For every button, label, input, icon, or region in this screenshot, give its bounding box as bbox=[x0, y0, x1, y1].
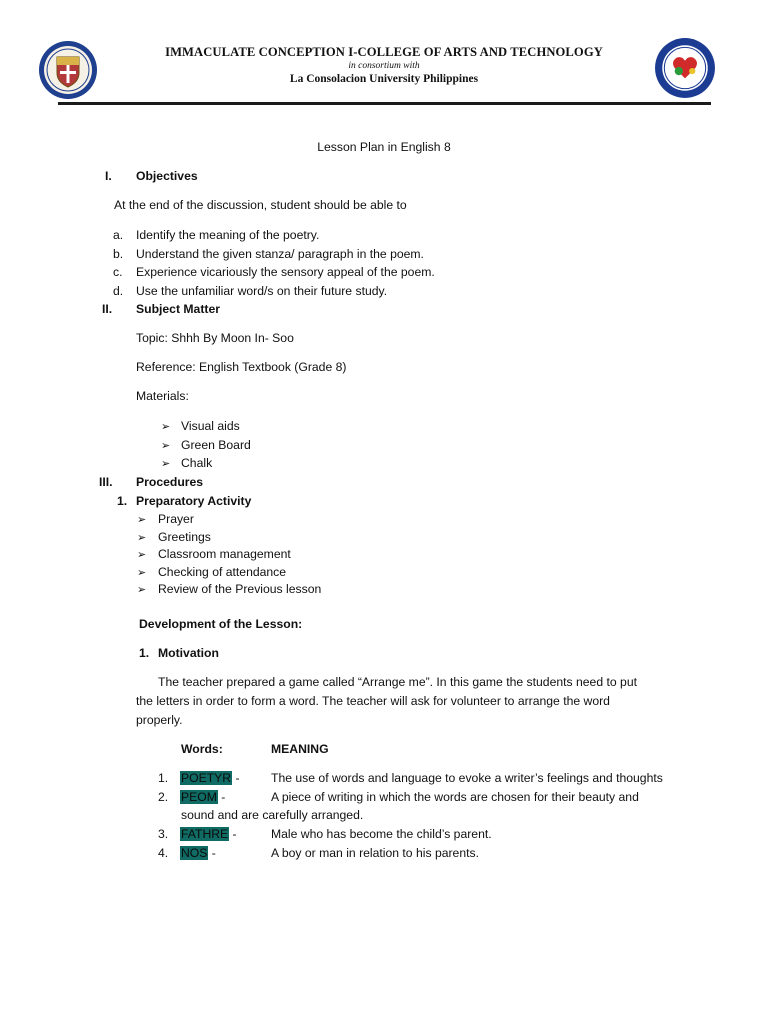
prep-item: Greetings bbox=[158, 530, 211, 544]
material-item: Visual aids bbox=[181, 419, 240, 433]
word-dash: - bbox=[217, 790, 226, 804]
arrow-bullet-icon: ➢ bbox=[137, 584, 147, 596]
objective-item: Identify the meaning of the poetry. bbox=[136, 228, 320, 242]
word-meaning-continued: sound and are carefully arranged. bbox=[181, 808, 364, 822]
motivation-heading: Motivation bbox=[158, 646, 219, 660]
arrow-bullet-icon: ➢ bbox=[137, 549, 147, 561]
scrambled-word bbox=[180, 827, 237, 841]
section-number: III. bbox=[99, 475, 113, 489]
word-dash: - bbox=[232, 771, 240, 785]
material-item: Chalk bbox=[181, 456, 213, 470]
arrow-bullet-icon: ➢ bbox=[161, 458, 171, 470]
prep-item: Review of the Previous lesson bbox=[158, 582, 322, 596]
scrambled-word bbox=[180, 846, 216, 860]
objective-item: Understand the given stanza/ paragraph in the poem. bbox=[136, 247, 424, 261]
word-meaning: The use of words and language to evoke a writer’s feelings and thoughts bbox=[271, 771, 663, 785]
list-marker: a. bbox=[113, 228, 124, 242]
list-marker: 4. bbox=[158, 846, 169, 860]
material-item: Green Board bbox=[181, 438, 251, 452]
word-meaning: A boy or man in relation to his parents. bbox=[271, 846, 479, 860]
word-highlight: PEOM bbox=[181, 790, 217, 804]
section-number: II. bbox=[102, 302, 113, 316]
arrow-bullet-icon: ➢ bbox=[137, 514, 147, 526]
scrambled-word bbox=[180, 771, 240, 785]
lesson-plan-title: Lesson Plan in English 8 bbox=[317, 140, 451, 154]
list-marker: b. bbox=[113, 247, 124, 261]
objectives-intro: At the end of the discussion, student should be able to bbox=[114, 198, 407, 212]
preparatory-activity-heading: Preparatory Activity bbox=[136, 494, 252, 508]
list-marker: 2. bbox=[158, 790, 169, 804]
list-marker: 1. bbox=[117, 494, 128, 508]
consortium-note: in consortium with bbox=[348, 61, 420, 71]
header-divider bbox=[58, 102, 711, 105]
materials-label: Materials: bbox=[136, 389, 189, 403]
list-marker: 3. bbox=[158, 827, 169, 841]
word-highlight: FATHRE bbox=[181, 827, 229, 841]
list-marker: c. bbox=[113, 265, 123, 279]
arrow-bullet-icon: ➢ bbox=[137, 532, 147, 544]
prep-item: Classroom management bbox=[158, 547, 291, 561]
word-meaning: A piece of writing in which the words are chosen for their beauty and bbox=[271, 790, 639, 804]
arrow-bullet-icon: ➢ bbox=[161, 440, 171, 452]
prep-item: Checking of attendance bbox=[158, 565, 287, 579]
section-heading-objectives: Objectives bbox=[136, 169, 198, 183]
word-dash: - bbox=[229, 827, 237, 841]
topic-line: Topic: Shhh By Moon In- Soo bbox=[136, 331, 294, 345]
words-column-header: Words: bbox=[181, 742, 223, 756]
objective-item: Experience vicariously the sensory appeal of the poem. bbox=[136, 265, 435, 279]
list-marker: d. bbox=[113, 284, 124, 298]
university-name: La Consolacion University Philippines bbox=[289, 73, 479, 85]
word-highlight: NOS bbox=[181, 846, 208, 860]
list-marker: 1. bbox=[158, 771, 169, 785]
list-marker: 1. bbox=[139, 646, 150, 660]
word-highlight: POETYR bbox=[181, 771, 232, 785]
word-dash: - bbox=[208, 846, 216, 860]
section-number: I. bbox=[105, 169, 112, 183]
section-heading-subject-matter: Subject Matter bbox=[136, 302, 220, 316]
college-name: IMMACULATE CONCEPTION I-COLLEGE OF ARTS AND TECHNOLOGY bbox=[165, 45, 603, 59]
section-heading-procedures: Procedures bbox=[136, 475, 204, 489]
scrambled-word bbox=[180, 790, 225, 804]
arrow-bullet-icon: ➢ bbox=[137, 567, 147, 579]
reference-line: Reference: English Textbook (Grade 8) bbox=[136, 360, 347, 374]
motivation-paragraph-line: the letters in order to form a word. The teacher will ask for volunteer to arrange the word bbox=[136, 694, 610, 708]
meaning-column-header: MEANING bbox=[271, 742, 329, 756]
motivation-paragraph-line: properly. bbox=[136, 713, 183, 727]
arrow-bullet-icon: ➢ bbox=[161, 421, 171, 433]
prep-item: Prayer bbox=[158, 512, 194, 526]
word-meaning: Male who has become the child’s parent. bbox=[271, 827, 492, 841]
development-heading: Development of the Lesson: bbox=[139, 617, 303, 631]
objective-item: Use the unfamiliar word/s on their future study. bbox=[136, 284, 388, 298]
motivation-paragraph-line: The teacher prepared a game called “Arrange me”. In this game the students need to put bbox=[158, 675, 637, 689]
